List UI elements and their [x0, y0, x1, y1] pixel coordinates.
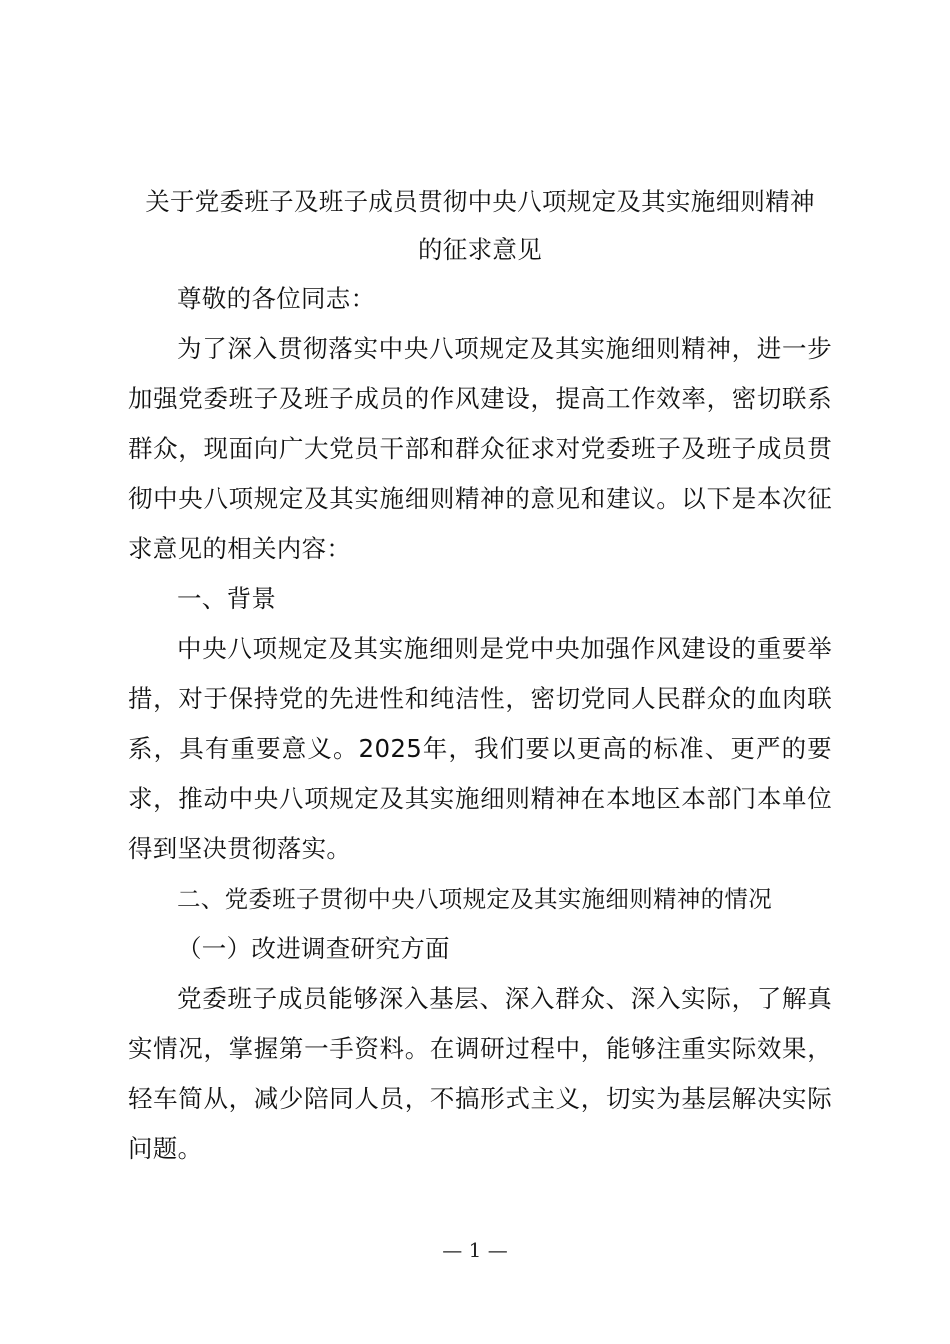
- section-1-heading: 一、背景: [177, 584, 277, 613]
- document-title: [128, 178, 832, 274]
- subsection-1-heading: （一）改进调查研究方面: [177, 934, 450, 963]
- document-page: [128, 178, 832, 1174]
- title-line-1: 关于党委班子及班子成员贯彻中央八项规定及其实施细则精神: [145, 187, 815, 216]
- page-number: — 1 —: [442, 1238, 508, 1262]
- title-line-2: 的征求意见: [418, 235, 542, 264]
- subsection-1-paragraph: 党委班子成员能够深入基层、深入群众、深入实际，了解真实情况，掌握第一手资料。在调研过程中，能够注重实际效果，轻车简从，减少陪同人员，不搞形式主义，切实为基层解决实际问题。: [128, 984, 832, 1163]
- intro-paragraph: 为了深入贯彻落实中央八项规定及其实施细则精神，进一步加强党委班子及班子成员的作风建设，提高工作效率，密切联系群众，现面向广大党员干部和群众征求对党委班子及班子成员贯彻中央八项规定及其实施细则精神的意见和建议。以下是本次征求意见的相关内容：: [128, 334, 832, 563]
- section-1-paragraph: 中央八项规定及其实施细则是党中央加强作风建设的重要举措，对于保持党的先进性和纯洁性，密切党同人民群众的血肉联系，具有重要意义。2025年，我们要以更高的标准、更严的要求，推动中央八项规定及其实施细则精神在本地区本部门本单位得到坚决贯彻落实。: [128, 634, 832, 863]
- section-2-heading: 二、党委班子贯彻中央八项规定及其实施细则精神的情况: [177, 885, 772, 913]
- salutation: 尊敬的各位同志：: [177, 284, 376, 313]
